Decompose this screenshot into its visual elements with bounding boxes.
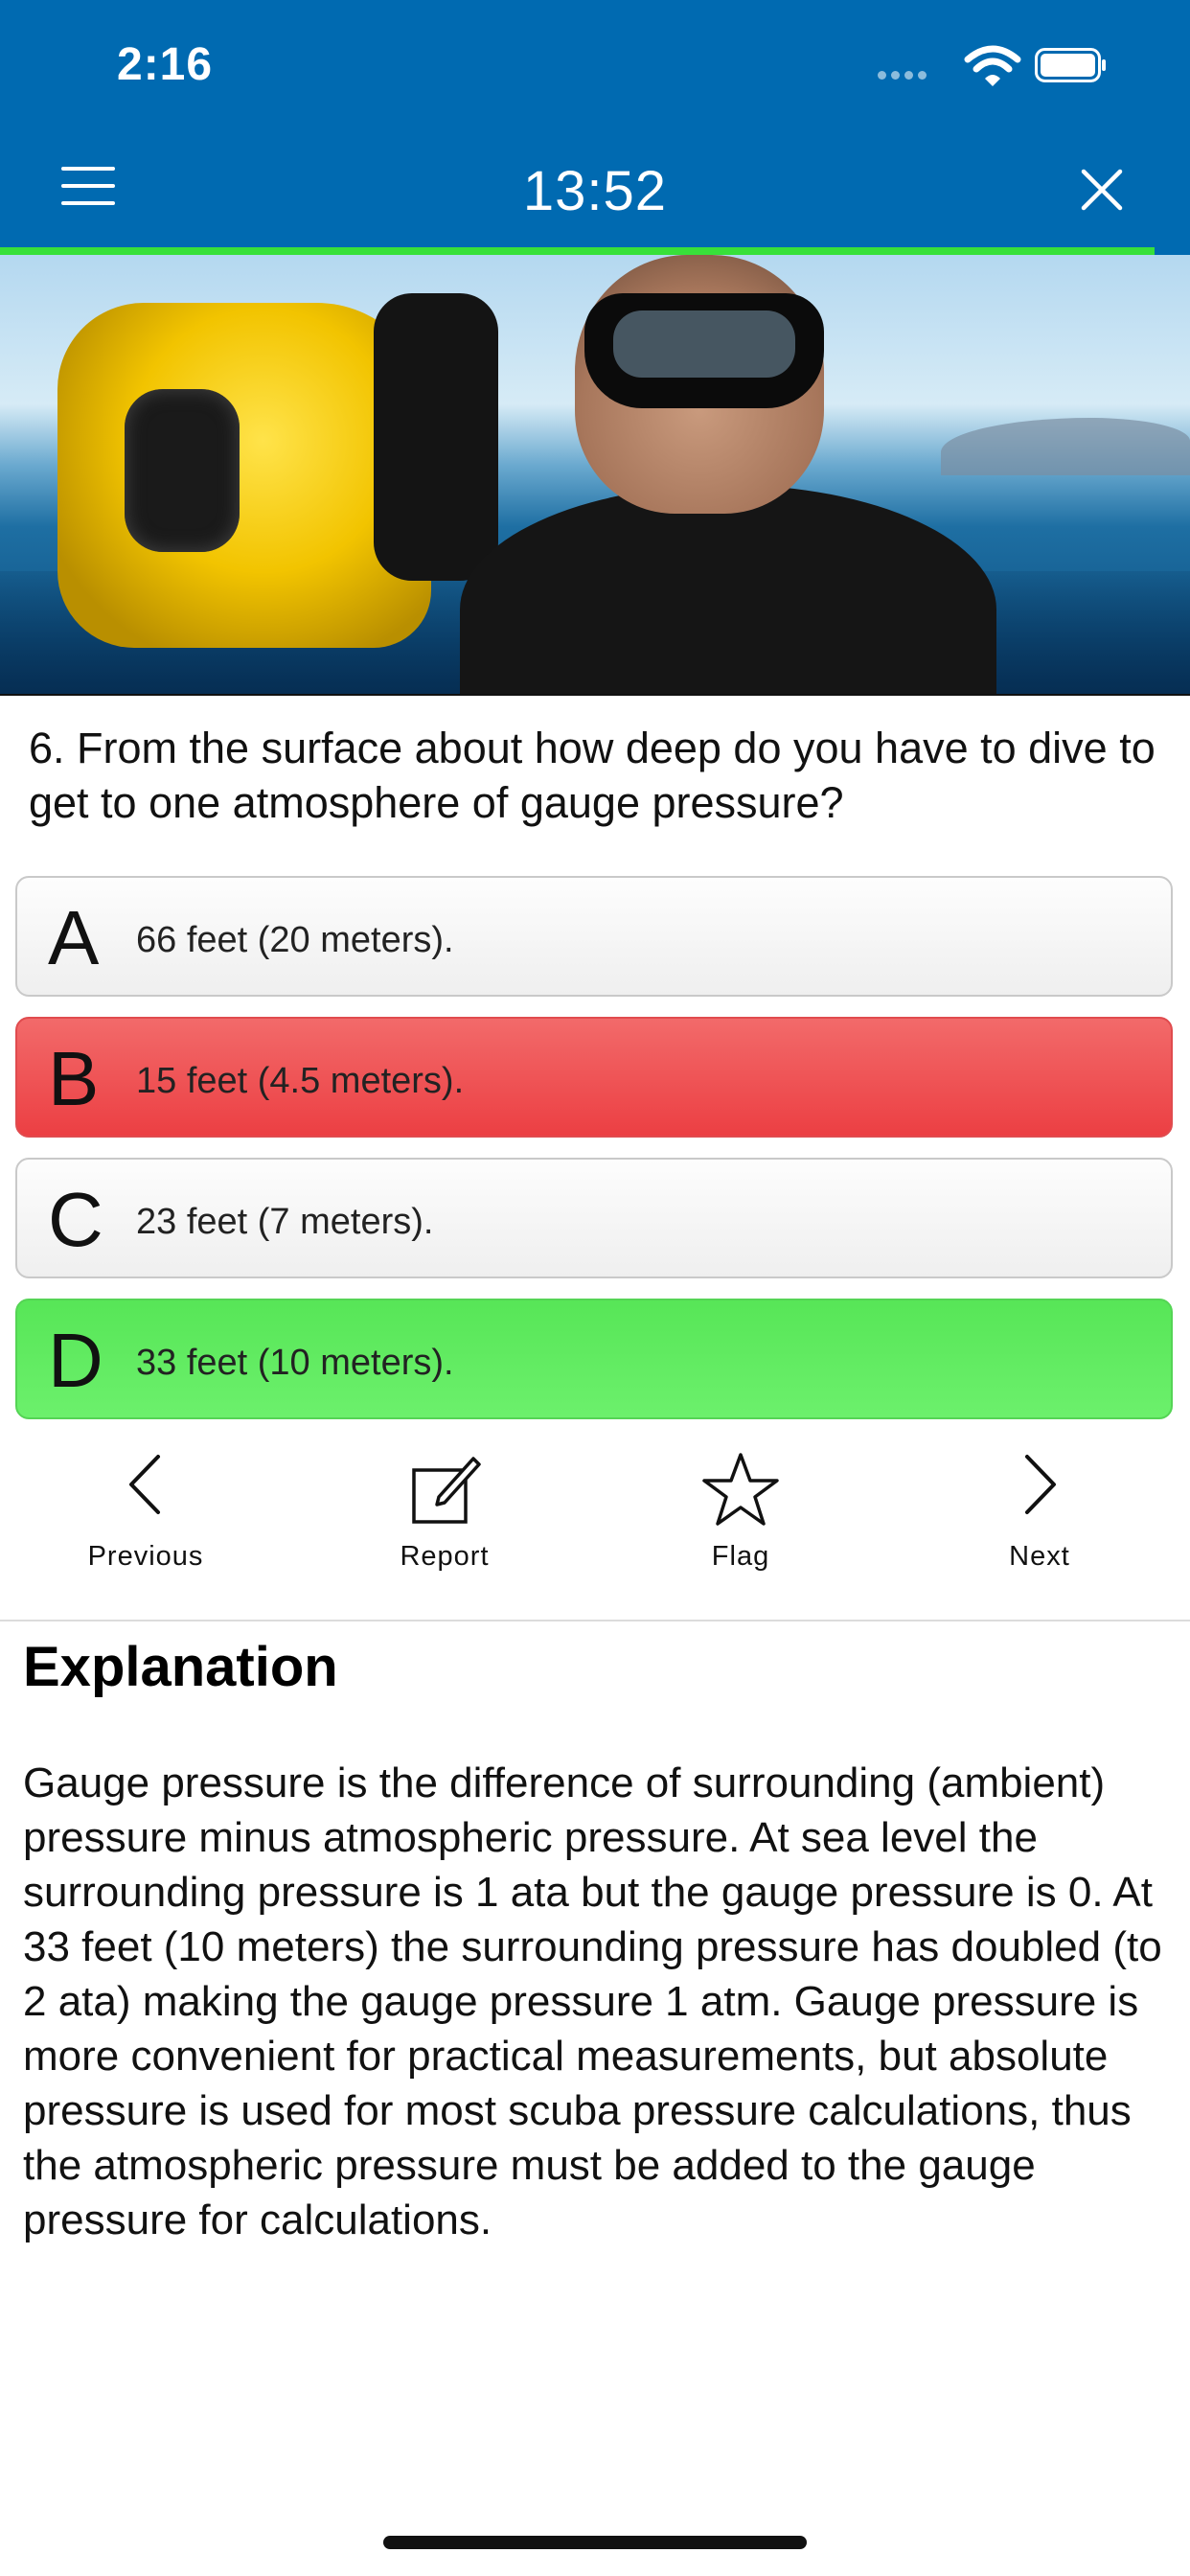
close-icon[interactable] bbox=[1081, 169, 1123, 211]
question-image bbox=[0, 255, 1190, 696]
previous-label: Previous bbox=[87, 1541, 204, 1572]
header bbox=[0, 0, 1190, 247]
next-label: Next bbox=[1009, 1541, 1070, 1572]
chevron-left-icon bbox=[122, 1451, 170, 1518]
quiz-timer: 13:52 bbox=[522, 160, 668, 222]
divider bbox=[0, 1620, 1190, 1622]
battery-icon bbox=[1035, 48, 1108, 82]
question-text: 6. From the surface about how deep do you have to dive to get to one atmosphere of gauge pressure? bbox=[29, 724, 1156, 827]
answer-letter: D bbox=[48, 1318, 103, 1403]
chevron-right-icon bbox=[1016, 1451, 1064, 1518]
answer-text: 23 feet (7 meters). bbox=[136, 1202, 434, 1242]
answer-option-c[interactable] bbox=[15, 1158, 1173, 1278]
explanation-text: Gauge pressure is the difference of surrounding (ambient) pressure minus atmospheric pressure. At sea level the surrounding pressure is 1 ata but the gauge pressure is 0. At 33 feet (10 meters) the surrounding pressure has doubled (to 2 ata) making the gauge pressure 1 atm. Gauge pressure is more convenient for practical measurements, but absolute pressure is used for most scuba pressure calculations, thus the atmospheric pressure must be added to the gauge pressure for calculations. bbox=[23, 1760, 1162, 2243]
flag-button[interactable] bbox=[645, 1445, 836, 1581]
next-button[interactable] bbox=[944, 1445, 1135, 1581]
answer-letter: B bbox=[48, 1036, 100, 1121]
flag-label: Flag bbox=[711, 1541, 770, 1572]
answer-option-a[interactable] bbox=[15, 876, 1173, 997]
answer-text: 15 feet (4.5 meters). bbox=[136, 1061, 465, 1101]
cellular-signal-icon bbox=[878, 71, 935, 80]
edit-icon bbox=[406, 1451, 483, 1528]
report-button[interactable] bbox=[349, 1445, 540, 1581]
answer-text: 33 feet (10 meters). bbox=[136, 1343, 454, 1383]
answer-letter: A bbox=[48, 895, 100, 980]
answer-text: 66 feet (20 meters). bbox=[136, 920, 454, 960]
answer-letter: C bbox=[48, 1177, 103, 1262]
explanation-title: Explanation bbox=[23, 1636, 338, 1698]
answer-option-d[interactable] bbox=[15, 1299, 1173, 1419]
status-time: 2:16 bbox=[117, 39, 214, 90]
report-label: Report bbox=[400, 1541, 490, 1572]
home-indicator[interactable] bbox=[383, 2536, 807, 2549]
progress-bar-fill bbox=[0, 247, 1155, 255]
answer-option-b[interactable] bbox=[15, 1017, 1173, 1138]
progress-bar bbox=[0, 247, 1190, 255]
status-icons bbox=[868, 42, 1146, 90]
previous-button[interactable] bbox=[50, 1445, 241, 1581]
star-icon bbox=[700, 1451, 781, 1528]
wifi-icon bbox=[964, 42, 1021, 88]
